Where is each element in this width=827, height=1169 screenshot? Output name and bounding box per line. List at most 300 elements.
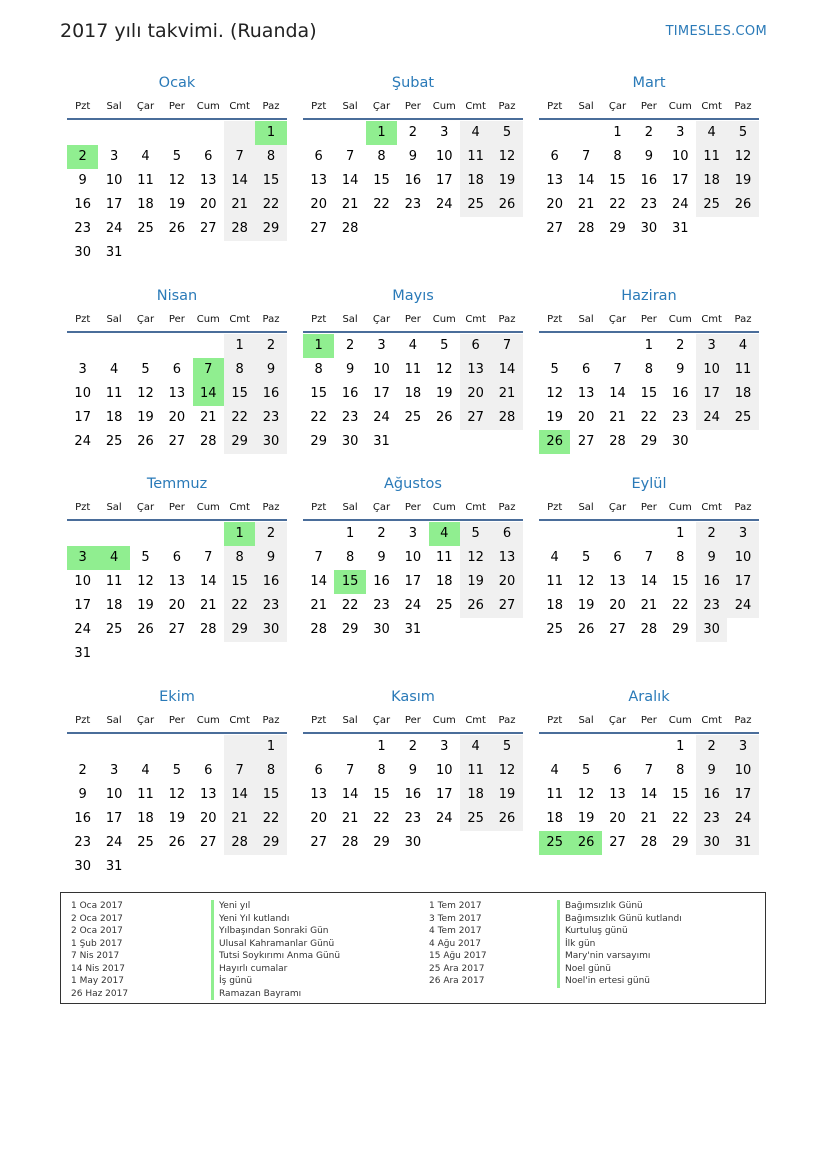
empty-cell (727, 618, 758, 642)
day-cell: 7 (581, 149, 591, 164)
weekday-label: Sal (106, 502, 122, 513)
day-cell: 19 (435, 386, 453, 401)
month-10 (67, 684, 287, 879)
holiday-date: 1 Oca 2017 (71, 901, 123, 911)
holiday-date: 4 Ağu 2017 (429, 938, 481, 949)
day-cell: 30 (74, 859, 91, 874)
empty-cell (224, 735, 255, 759)
day-cell: 15 (373, 173, 390, 188)
day-cell: 16 (341, 386, 359, 401)
month-1 (67, 70, 287, 265)
day-cell: 10 (373, 362, 390, 377)
day-cell: 6 (613, 550, 622, 565)
day-cell: 9 (255, 358, 286, 382)
month-6 (539, 283, 759, 454)
day-cell: 1 (345, 526, 355, 541)
day-cell: 23 (341, 410, 359, 425)
weekday-label: Cum (668, 314, 692, 325)
weekday-label: Pzt (311, 314, 327, 325)
day-cell: 10 (74, 386, 91, 401)
empty-cell (727, 217, 758, 241)
brand-link[interactable]: TIMESLES.COM (665, 24, 767, 39)
weekday-label: Cum (196, 314, 220, 325)
weekday-label: Paz (262, 314, 280, 325)
month-8 (303, 471, 523, 642)
day-cell: 13 (491, 546, 522, 570)
empty-cell (303, 735, 334, 759)
day-cell: 22 (609, 197, 626, 212)
day-cell: 26 (577, 622, 595, 637)
weekday-label: Cum (432, 502, 456, 513)
weekday-header (67, 497, 287, 521)
day-cell: 8 (676, 550, 685, 565)
day-cell: 5 (550, 362, 559, 377)
day-cell: 24 (373, 410, 390, 425)
day-cell: 31 (404, 622, 422, 637)
day-cell: 12 (460, 546, 491, 570)
weekday-label: Paz (262, 502, 280, 513)
day-cell: 22 (373, 811, 390, 826)
day-cell: 27 (199, 221, 217, 236)
day-cell: 8 (676, 763, 685, 778)
day-cell: 18 (727, 382, 758, 406)
weekday-label: Pzt (311, 715, 327, 726)
day-cell: 29 (341, 622, 359, 637)
day-cell: 1 (303, 334, 334, 358)
day-cell: 28 (491, 406, 522, 430)
day-cell: 3 (109, 763, 119, 778)
day-cell: 15 (671, 574, 689, 589)
month-5 (303, 283, 523, 454)
holiday-date: 26 Ara 2017 (429, 976, 485, 986)
day-cell: 16 (404, 787, 422, 802)
holiday-name: Bağımsızlık Günü kutlandı (557, 913, 682, 926)
day-cell: 17 (727, 783, 758, 807)
holiday-name: Noel'in ertesi günü (557, 975, 682, 988)
holiday-name: Bağımsızlık Günü (557, 900, 682, 913)
day-cell: 3 (440, 125, 449, 140)
day-cell: 4 (460, 735, 491, 759)
day-cell: 19 (577, 811, 595, 826)
day-cell: 17 (74, 410, 91, 425)
day-cell: 6 (172, 362, 181, 377)
day-cell: 14 (199, 574, 217, 589)
empty-cell (161, 522, 192, 546)
day-cell: 10 (727, 546, 758, 570)
weekday-label: Sal (106, 715, 122, 726)
day-cell: 6 (613, 763, 622, 778)
day-cell: 12 (137, 574, 154, 589)
day-cell: 24 (727, 807, 758, 831)
day-cell: 28 (609, 434, 626, 449)
empty-cell (303, 121, 334, 145)
day-cell: 21 (491, 382, 522, 406)
weekday-label: Pzt (547, 101, 563, 112)
weekday-label: Per (168, 715, 185, 726)
empty-cell (130, 241, 161, 265)
day-cell: 19 (491, 783, 522, 807)
weekday-label: Sal (342, 715, 358, 726)
day-cell: 8 (644, 362, 653, 377)
holiday-date: 7 Nis 2017 (71, 951, 120, 961)
weekday-label: Pzt (75, 314, 91, 325)
day-cell: 18 (435, 574, 453, 589)
day-cell: 14 (341, 173, 359, 188)
empty-cell (255, 855, 286, 879)
weekday-label: Pzt (547, 314, 563, 325)
day-grid (303, 334, 523, 454)
empty-cell (193, 121, 224, 145)
day-cell: 28 (577, 221, 595, 236)
day-cell: 31 (105, 245, 123, 260)
holiday-name: Mary'nin varsayımı (557, 950, 682, 963)
empty-cell (397, 217, 428, 241)
day-cell: 12 (168, 173, 186, 188)
day-cell: 2 (67, 145, 98, 169)
day-cell: 29 (255, 217, 286, 241)
weekday-label: Cmt (701, 715, 722, 726)
weekday-label: Cum (668, 502, 692, 513)
weekday-label: Çar (608, 314, 627, 325)
day-cell: 5 (141, 550, 150, 565)
empty-cell (491, 831, 522, 855)
weekday-label: Per (168, 314, 185, 325)
day-cell: 2 (345, 338, 355, 353)
weekday-label: Çar (136, 314, 155, 325)
weekday-label: Cmt (229, 314, 250, 325)
day-cell: 15 (255, 783, 286, 807)
weekday-label: Cmt (465, 715, 486, 726)
day-cell: 3 (78, 362, 87, 377)
day-cell: 6 (460, 334, 491, 358)
empty-cell (633, 735, 664, 759)
empty-cell (193, 522, 224, 546)
day-cell: 2 (644, 125, 653, 140)
day-cell: 9 (408, 763, 417, 778)
day-cell: 8 (345, 550, 355, 565)
day-cell: 12 (491, 145, 522, 169)
empty-cell (193, 735, 224, 759)
day-cell: 3 (727, 735, 758, 759)
day-cell: 17 (671, 173, 689, 188)
month-3 (539, 70, 759, 241)
day-cell: 16 (255, 570, 286, 594)
empty-cell (224, 642, 255, 666)
day-cell: 17 (373, 386, 390, 401)
day-cell: 12 (727, 145, 758, 169)
weekday-label: Cum (432, 715, 456, 726)
day-cell: 5 (172, 763, 181, 778)
day-cell: 6 (314, 149, 323, 164)
month-name: Kasım (391, 689, 435, 705)
day-cell: 27 (609, 835, 626, 850)
day-cell: 30 (696, 831, 727, 855)
day-cell: 3 (109, 149, 119, 164)
day-cell: 26 (168, 221, 186, 236)
day-cell: 1 (377, 739, 386, 754)
day-cell: 23 (404, 197, 422, 212)
day-cell: 25 (404, 410, 422, 425)
holiday-date: 2 Oca 2017 (71, 926, 123, 936)
empty-cell (193, 855, 224, 879)
month-name: Eylül (631, 476, 667, 492)
weekday-label: Çar (372, 502, 391, 513)
day-cell: 17 (727, 570, 758, 594)
day-cell: 7 (613, 362, 622, 377)
day-cell: 16 (696, 783, 727, 807)
weekday-header (539, 309, 759, 333)
day-cell: 23 (696, 807, 727, 831)
day-cell: 30 (341, 434, 359, 449)
weekday-label: Per (640, 314, 657, 325)
day-cell: 3 (377, 338, 386, 353)
day-cell: 18 (546, 811, 563, 826)
day-cell: 15 (373, 787, 390, 802)
day-cell: 4 (460, 121, 491, 145)
day-cell: 31 (74, 646, 91, 661)
day-cell: 5 (727, 121, 758, 145)
weekday-label: Paz (498, 715, 516, 726)
day-cell: 12 (491, 759, 522, 783)
weekday-label: Paz (262, 715, 280, 726)
day-cell: 9 (644, 149, 653, 164)
day-cell: 19 (546, 410, 563, 425)
day-cell: 25 (727, 406, 758, 430)
weekday-label: Pzt (311, 502, 327, 513)
weekday-header (67, 96, 287, 120)
holiday-date: 14 Nis 2017 (71, 963, 125, 974)
month-name: Haziran (621, 288, 677, 304)
day-cell: 4 (429, 522, 460, 546)
day-cell: 22 (255, 807, 286, 831)
day-grid (67, 121, 287, 265)
day-cell: 5 (141, 362, 150, 377)
day-cell: 11 (460, 759, 491, 783)
month-12 (539, 684, 759, 855)
day-cell: 14 (640, 574, 658, 589)
empty-cell (193, 642, 224, 666)
empty-cell (539, 735, 570, 759)
day-cell: 17 (74, 598, 91, 613)
day-cell: 11 (546, 787, 563, 802)
day-cell: 9 (676, 362, 685, 377)
day-cell: 20 (310, 811, 327, 826)
day-cell: 11 (137, 787, 154, 802)
empty-cell (727, 430, 758, 454)
day-cell: 24 (671, 197, 689, 212)
holiday-name: Ramazan Bayramı (211, 988, 340, 1001)
day-cell: 24 (74, 622, 91, 637)
day-cell: 29 (671, 622, 689, 637)
empty-cell (303, 522, 334, 546)
day-cell: 19 (137, 410, 154, 425)
day-cell: 6 (550, 149, 559, 164)
weekday-label: Per (640, 715, 657, 726)
month-2 (303, 70, 523, 241)
day-cell: 12 (435, 362, 453, 377)
day-cell: 7 (345, 149, 355, 164)
day-cell: 21 (199, 598, 217, 613)
day-cell: 13 (199, 173, 217, 188)
day-grid (303, 121, 523, 241)
day-cell: 20 (199, 197, 217, 212)
empty-cell (67, 522, 98, 546)
day-cell: 29 (310, 434, 327, 449)
weekday-label: Per (168, 502, 185, 513)
day-cell: 22 (310, 410, 327, 425)
day-cell: 11 (435, 550, 453, 565)
day-cell: 15 (224, 382, 255, 406)
day-cell: 4 (550, 550, 559, 565)
day-cell: 30 (696, 618, 727, 642)
weekday-label: Pzt (75, 715, 91, 726)
day-cell: 6 (204, 149, 213, 164)
day-cell: 22 (224, 406, 255, 430)
day-cell: 29 (640, 434, 658, 449)
holiday-name: Tutsi Soykırımı Anma Günü (211, 950, 340, 963)
weekday-label: Sal (578, 314, 594, 325)
day-cell: 1 (224, 334, 255, 358)
day-cell: 10 (696, 358, 727, 382)
day-cell: 12 (577, 787, 595, 802)
day-cell: 30 (255, 618, 286, 642)
day-cell: 12 (577, 574, 595, 589)
day-grid (67, 735, 287, 879)
empty-cell (224, 855, 255, 879)
day-cell: 30 (640, 221, 658, 236)
day-cell: 5 (581, 763, 591, 778)
empty-cell (429, 831, 460, 855)
day-cell: 25 (105, 622, 123, 637)
legend-dates-left (71, 900, 128, 1000)
empty-cell (460, 217, 491, 241)
day-cell: 31 (105, 859, 123, 874)
empty-cell (570, 735, 601, 759)
day-cell: 27 (310, 835, 327, 850)
day-cell: 20 (310, 197, 327, 212)
month-name: Ekim (159, 689, 195, 705)
day-cell: 14 (341, 787, 359, 802)
day-cell: 2 (408, 739, 417, 754)
empty-cell (570, 522, 601, 546)
day-cell: 13 (199, 787, 217, 802)
day-cell: 8 (224, 546, 255, 570)
day-cell: 25 (546, 622, 563, 637)
day-cell: 20 (609, 598, 626, 613)
day-cell: 21 (199, 410, 217, 425)
day-cell: 22 (640, 410, 658, 425)
weekday-label: Sal (342, 101, 358, 112)
day-cell: 26 (727, 193, 758, 217)
day-cell: 10 (105, 173, 123, 188)
day-cell: 12 (137, 386, 154, 401)
day-cell: 18 (137, 811, 154, 826)
weekday-label: Pzt (547, 502, 563, 513)
day-cell: 28 (199, 622, 217, 637)
day-cell: 19 (491, 169, 522, 193)
empty-cell (161, 241, 192, 265)
weekday-label: Per (404, 715, 421, 726)
day-cell: 31 (671, 221, 689, 236)
day-cell: 28 (310, 622, 327, 637)
day-cell: 17 (435, 787, 453, 802)
day-cell: 23 (696, 594, 727, 618)
weekday-label: Per (404, 502, 421, 513)
holiday-name: İlk gün (557, 938, 682, 951)
day-cell: 25 (105, 434, 123, 449)
day-cell: 1 (224, 522, 255, 546)
day-cell: 11 (404, 362, 422, 377)
day-cell: 19 (577, 598, 595, 613)
day-cell: 14 (224, 783, 255, 807)
empty-cell (255, 241, 286, 265)
day-cell: 10 (404, 550, 422, 565)
weekday-label: Cum (196, 502, 220, 513)
day-cell: 14 (193, 382, 224, 406)
holiday-name: Ulusal Kahramanlar Günü (211, 938, 340, 951)
day-cell: 4 (550, 763, 559, 778)
empty-cell (491, 430, 522, 454)
day-cell: 29 (224, 618, 255, 642)
empty-cell (67, 334, 98, 358)
day-cell: 10 (671, 149, 689, 164)
empty-cell (255, 642, 286, 666)
weekday-header (539, 710, 759, 734)
month-4 (67, 283, 287, 454)
day-cell: 5 (491, 735, 522, 759)
day-cell: 13 (546, 173, 563, 188)
empty-cell (696, 217, 727, 241)
day-cell: 19 (137, 598, 154, 613)
empty-cell (224, 241, 255, 265)
day-cell: 3 (727, 522, 758, 546)
day-cell: 18 (546, 598, 563, 613)
day-cell: 2 (696, 522, 727, 546)
day-cell: 26 (137, 434, 154, 449)
empty-cell (98, 121, 129, 145)
day-grid (303, 735, 523, 855)
holiday-name: Kurtuluş günü (557, 925, 682, 938)
day-cell: 6 (172, 550, 181, 565)
page-title: 2017 yılı takvimi. (Ruanda) (60, 20, 317, 42)
weekday-label: Cmt (229, 502, 250, 513)
day-cell: 22 (255, 193, 286, 217)
day-cell: 26 (168, 835, 186, 850)
day-cell: 21 (341, 811, 359, 826)
day-cell: 14 (491, 358, 522, 382)
day-cell: 11 (460, 145, 491, 169)
day-cell: 15 (334, 570, 365, 594)
day-cell: 28 (341, 835, 359, 850)
day-cell: 5 (172, 149, 181, 164)
day-cell: 18 (105, 410, 123, 425)
empty-cell (193, 334, 224, 358)
day-cell: 24 (435, 197, 453, 212)
day-cell: 13 (168, 386, 186, 401)
day-cell: 9 (377, 550, 386, 565)
day-cell: 17 (404, 574, 422, 589)
month-7 (67, 471, 287, 666)
day-grid (303, 522, 523, 642)
day-cell: 2 (676, 338, 685, 353)
day-cell: 22 (341, 598, 359, 613)
day-cell: 8 (314, 362, 323, 377)
day-cell: 24 (696, 406, 727, 430)
empty-cell (460, 831, 491, 855)
weekday-label: Cmt (229, 715, 250, 726)
day-cell: 15 (671, 787, 689, 802)
day-cell: 22 (373, 197, 390, 212)
